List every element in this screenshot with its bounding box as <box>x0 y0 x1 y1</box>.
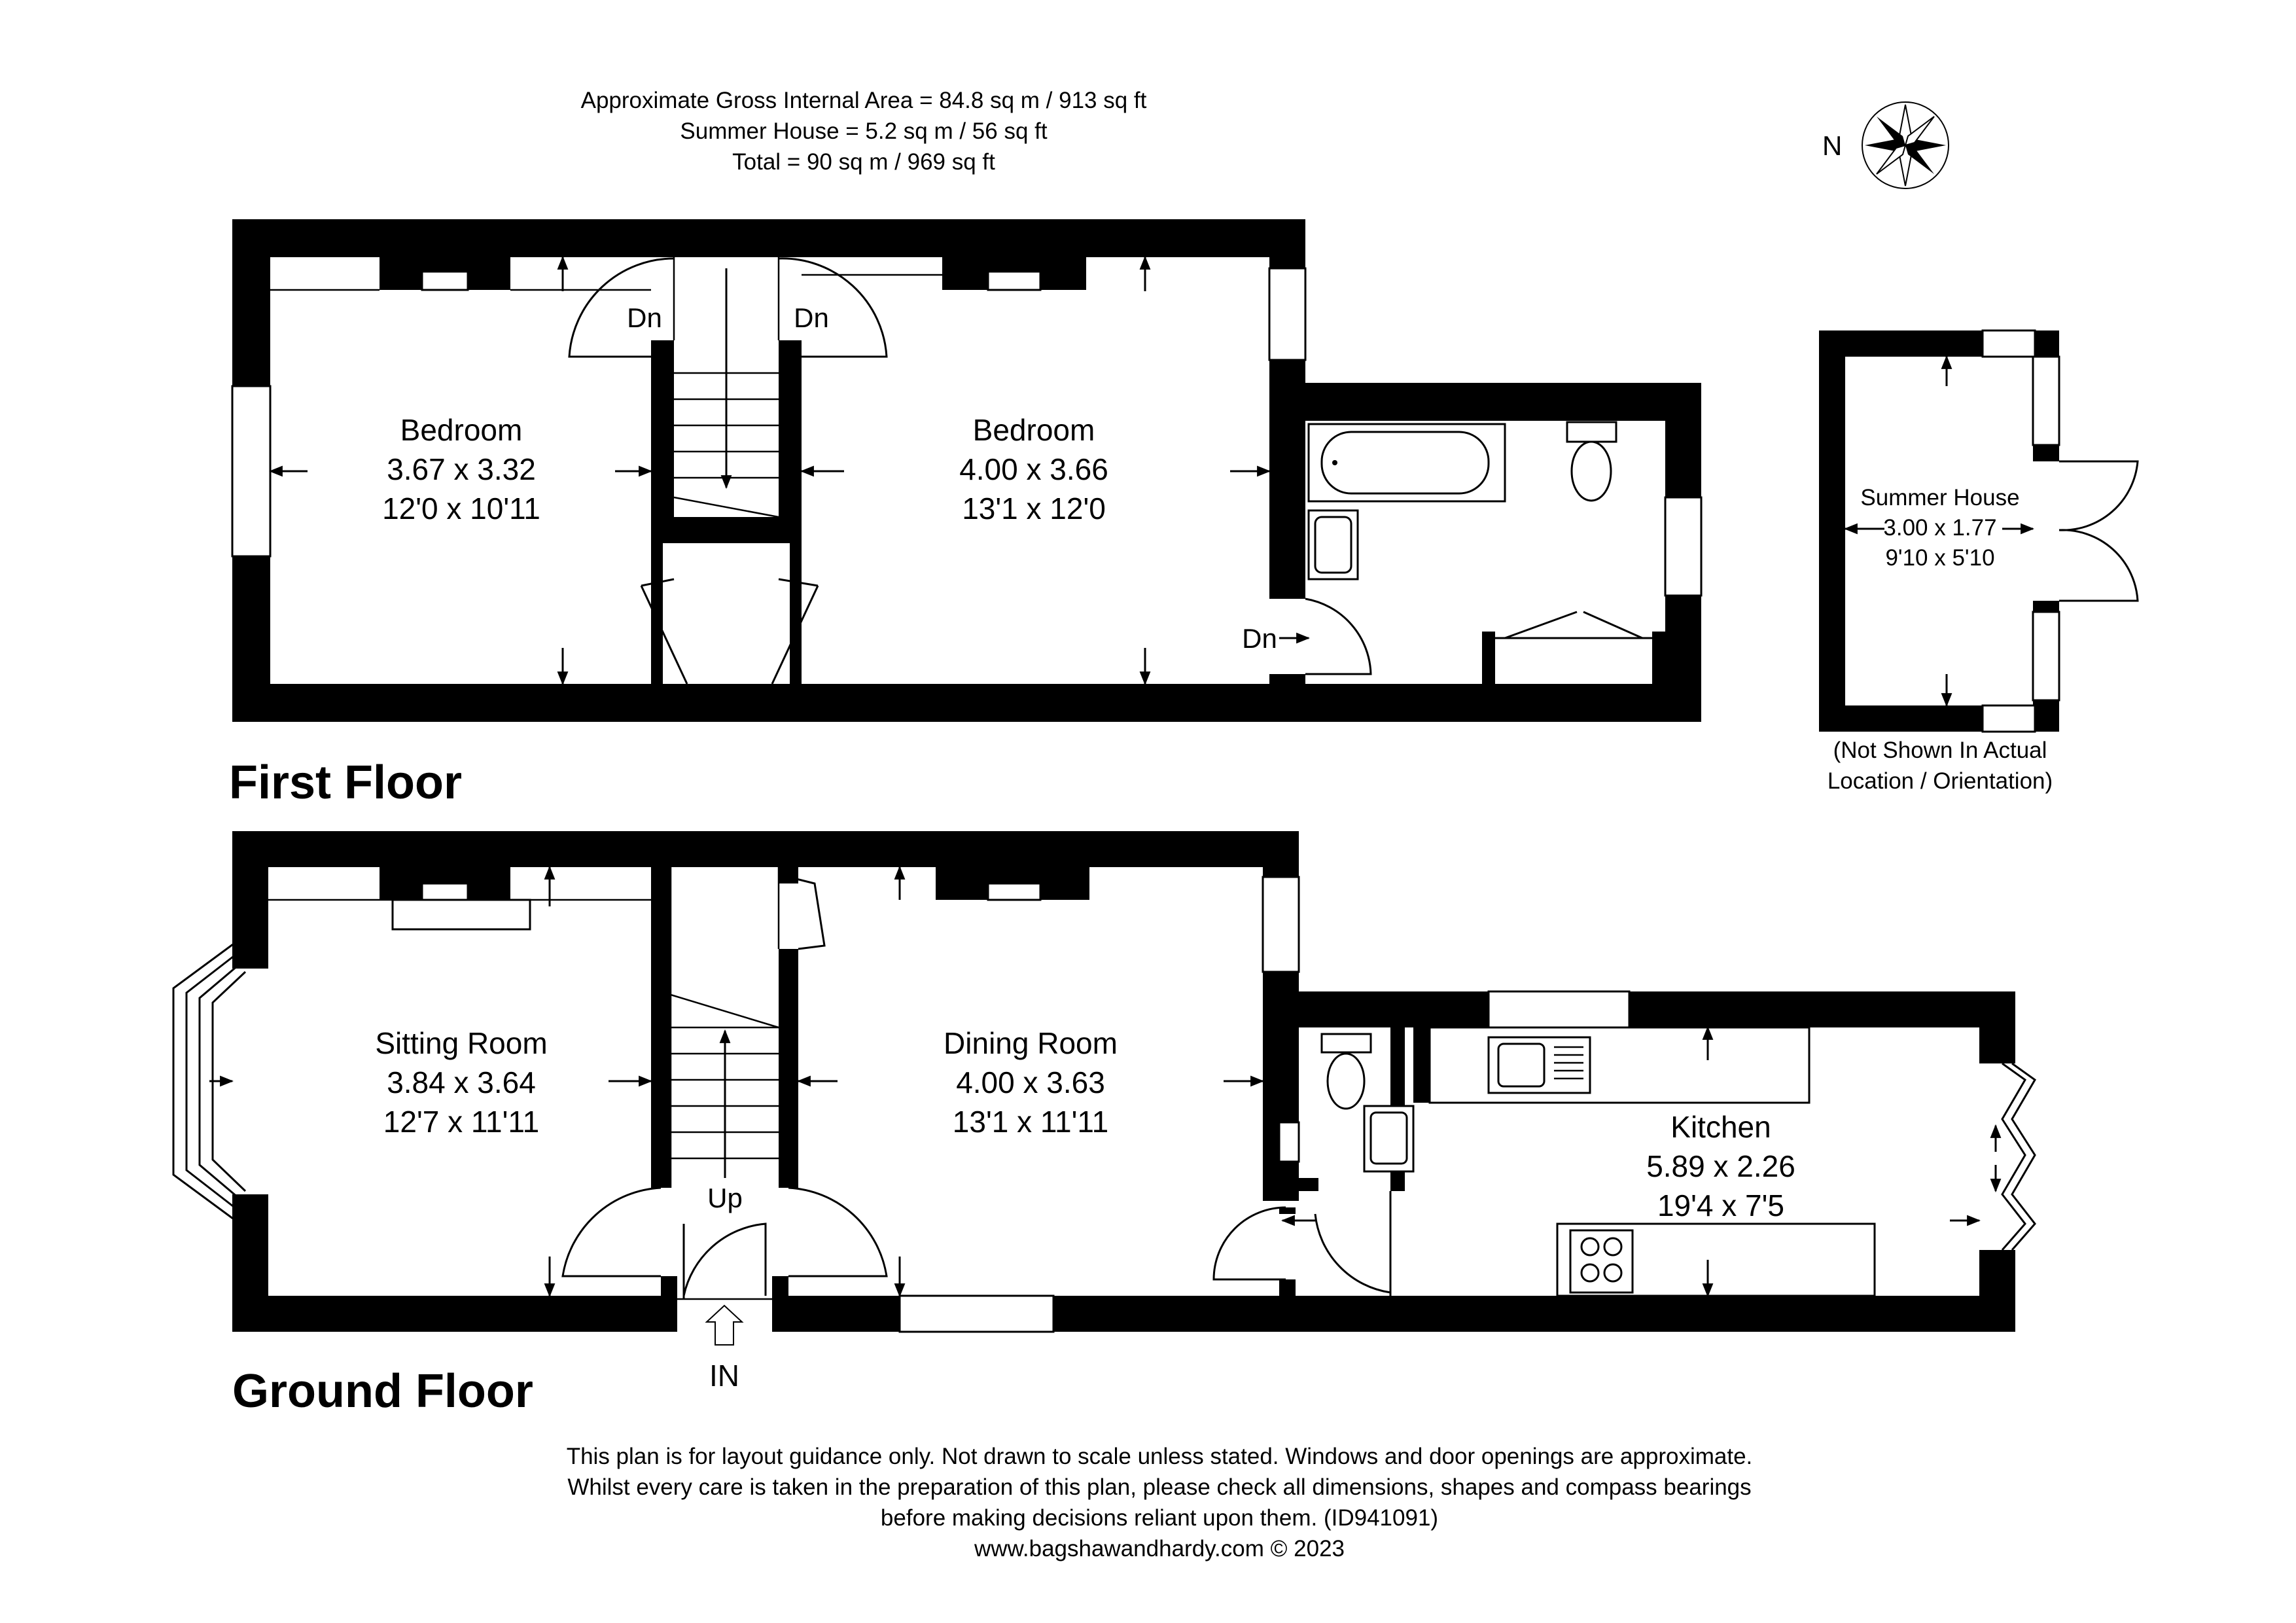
door-swing <box>1315 1214 1390 1293</box>
door-swing <box>788 877 824 949</box>
fireplace <box>422 272 468 290</box>
bedroom-1-metric: 3.67 x 3.32 <box>387 452 536 486</box>
window <box>1263 877 1299 972</box>
summer-house-imperial: 9'10 x 5'10 <box>1885 545 1995 571</box>
sitting-room-imperial: 12'7 x 11'11 <box>383 1105 540 1139</box>
bathroom-cupboard <box>1489 612 1659 684</box>
bifold-door <box>2002 1063 2025 1250</box>
website-copyright: www.bagshawandhardy.com © 2023 <box>974 1536 1345 1561</box>
stair-down-label-right: Dn <box>794 302 829 333</box>
stair-down-label-left: Dn <box>627 302 662 333</box>
fireplace <box>988 883 1040 900</box>
window <box>1665 497 1701 596</box>
door-swing <box>2059 530 2138 601</box>
bathroom-step-label: Dn <box>1242 623 1277 654</box>
wall <box>1263 991 1299 1201</box>
wall <box>232 684 1701 722</box>
wall <box>232 831 1299 867</box>
door-swing <box>563 1188 661 1276</box>
hob-ring <box>1581 1238 1598 1255</box>
wall <box>232 1296 677 1332</box>
wall <box>1979 1250 2015 1332</box>
window <box>900 1296 1053 1332</box>
front-door-swing <box>684 1224 766 1296</box>
kitchen-worktop-top <box>1430 1027 1809 1103</box>
dining-room-imperial: 13'1 x 11'11 <box>952 1105 1109 1139</box>
wall <box>1269 383 1701 421</box>
wall <box>1652 632 1665 687</box>
toilet <box>1322 1034 1371 1109</box>
toilet <box>1567 422 1616 501</box>
summer-house-metric: 3.00 x 1.77 <box>1883 515 1997 541</box>
kitchen-worktop-bottom <box>1557 1224 1875 1296</box>
first-floor-title: First Floor <box>229 757 462 809</box>
gross-area-text: Approximate Gross Internal Area = 84.8 sq m / 913 sq ft <box>580 88 1147 113</box>
dining-room-name: Dining Room <box>944 1026 1118 1060</box>
disclaimer-line-1: This plan is for layout guidance only. Not drawn to scale unless stated. Windows and door openings are approximate. <box>566 1444 1753 1469</box>
wall <box>779 867 798 883</box>
summer-house-plan <box>1819 330 2138 794</box>
entrance-arrow-icon <box>707 1306 742 1345</box>
wall <box>661 1276 677 1299</box>
window <box>1269 268 1305 360</box>
wall <box>1413 1027 1430 1103</box>
ground-floor-title: Ground Floor <box>232 1365 533 1418</box>
bedroom-2-name: Bedroom <box>972 413 1095 447</box>
bedroom-1-name: Bedroom <box>400 413 523 447</box>
bedroom-1-imperial: 12'0 x 10'11 <box>382 491 540 526</box>
wall <box>651 340 674 537</box>
summer-house-note-1: (Not Shown In Actual <box>1833 738 2047 763</box>
window <box>1983 705 2035 732</box>
total-area-text: Total = 90 sq m / 969 sq ft <box>732 149 995 175</box>
entrance-label: IN <box>709 1359 739 1393</box>
fireplace <box>422 883 468 900</box>
stair-up-label: Up <box>707 1183 743 1213</box>
kitchen-name: Kitchen <box>1670 1110 1771 1144</box>
hob-ring <box>1604 1238 1621 1255</box>
wall <box>1263 991 2015 1027</box>
wall <box>1269 674 1305 687</box>
wall <box>1269 383 1305 599</box>
summer-house-name: Summer House <box>1860 485 2020 510</box>
window <box>232 386 270 556</box>
basin <box>1364 1106 1413 1171</box>
hob-ring <box>1604 1264 1621 1281</box>
wall <box>779 340 802 537</box>
compass <box>1822 102 1949 188</box>
wall <box>232 831 268 969</box>
summer-house-area-text: Summer House = 5.2 sq m / 56 sq ft <box>680 118 1048 144</box>
wall <box>772 1276 788 1299</box>
fireplace <box>988 272 1040 290</box>
door-swing <box>1305 599 1371 674</box>
compass-north-label: N <box>1822 130 1843 161</box>
wall <box>232 219 1305 257</box>
wall <box>779 949 798 1188</box>
wall <box>651 867 671 1188</box>
wall <box>1482 632 1495 687</box>
fireplace <box>393 900 530 929</box>
wc-vent <box>1279 1122 1299 1162</box>
bedroom-2-imperial: 13'1 x 12'0 <box>962 491 1106 526</box>
first-floor-plan <box>229 219 1701 809</box>
basin <box>1309 510 1358 579</box>
summer-house-note-2: Location / Orientation) <box>1827 768 2053 794</box>
sitting-room-name: Sitting Room <box>375 1026 548 1060</box>
wall <box>1979 991 2015 1063</box>
bathtub <box>1309 424 1505 501</box>
window <box>2033 357 2059 445</box>
wall <box>790 543 802 687</box>
window <box>1983 330 2035 357</box>
wall <box>1279 1207 1296 1214</box>
ground-floor-staircase <box>671 867 779 1188</box>
dining-room-metric: 4.00 x 3.63 <box>956 1065 1105 1099</box>
window <box>1489 991 1629 1027</box>
wall <box>651 543 663 687</box>
compass-rose-icon <box>1862 102 1949 188</box>
ground-floor-plan <box>173 831 2035 1418</box>
wall <box>651 517 802 543</box>
first-floor-staircase <box>674 257 779 517</box>
door-swing <box>788 1188 887 1276</box>
wall <box>1279 1279 1296 1296</box>
wall <box>1289 1178 1318 1191</box>
window <box>2033 612 2059 700</box>
bedroom-2-metric: 4.00 x 3.66 <box>959 452 1108 486</box>
door-swing <box>1214 1207 1286 1279</box>
door-swing <box>2059 461 2138 530</box>
hob-ring <box>1581 1264 1598 1281</box>
disclaimer-line-2: Whilst every care is taken in the preparation of this plan, please check all dimensions, shapes and compass bearings <box>567 1474 1752 1500</box>
wall <box>1819 330 1845 732</box>
sitting-room-metric: 3.84 x 3.64 <box>387 1065 536 1099</box>
disclaimer-line-3: before making decisions reliant upon them. (ID941091) <box>880 1505 1439 1531</box>
kitchen-imperial: 19'4 x 7'5 <box>1657 1188 1785 1222</box>
kitchen-metric: 5.89 x 2.26 <box>1646 1149 1795 1183</box>
